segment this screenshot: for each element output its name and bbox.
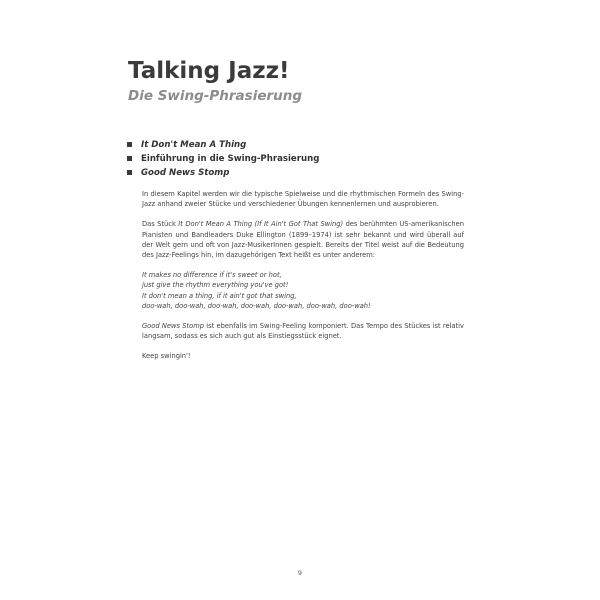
topic-item-3	[125, 166, 319, 180]
song-title: Good News Stomp	[142, 322, 204, 331]
body-text	[142, 189, 464, 372]
closing-line: Keep swingin'!	[142, 352, 191, 361]
song-title: It Don't Mean A Thing (If It Ain't Got That Swing)	[178, 220, 344, 229]
page-title: Talking Jazz!	[128, 58, 290, 84]
bullet-square-icon	[127, 170, 132, 175]
topic-item-1	[125, 138, 319, 152]
topic-item-text: Einführung in die Swing-Phrasierung	[141, 154, 320, 164]
ellington-paragraph	[142, 219, 464, 260]
lyrics-line: It makes no difference if it's sweet or hot,	[142, 271, 282, 280]
paragraph-rest: ist ebenfalls im Swing-Feeling komponiert. Das Tempo des Stückes ist relativ langsam, sodass es sich auch gut als Einstiegsstück eignet.	[142, 322, 464, 341]
intro-paragraph: In diesem Kapitel werden wir die typische Spielweise und die rhythmischen Formeln des Swing-Jazz anhand zweier Stücke und verschiedener Übungen kennenlernen und ausprobieren.	[142, 190, 464, 209]
lyrics-line: doo-wah, doo-wah, doo-wah, doo-wah, doo-wah, doo-wah, doo-wah!	[142, 301, 371, 310]
topic-list	[125, 138, 319, 180]
stomp-paragraph	[142, 321, 464, 341]
page-subtitle: Die Swing-Phrasierung	[128, 88, 303, 104]
topic-item-text: Good News Stomp	[141, 168, 230, 178]
bullet-square-icon	[127, 156, 132, 161]
lyrics-quote	[142, 270, 464, 311]
page-number: 9	[297, 569, 303, 577]
paragraph-rest: des berühmten US-amerikanischen Pianisten und Bandleaders Duke Ellington (1899–1974) ist sehr bekannt und wird überall auf der Welt gern und oft von Jazz-MusikerInnen gespielt. Bereits der Titel weist auf die Bedeutung des Jazz-Feelings hin, im dazugehörigen Text heißt es unter anderem:	[142, 220, 464, 260]
topic-item-2	[125, 152, 319, 166]
paragraph-prefix: Das Stück	[142, 220, 179, 229]
topic-item-text: It Don't Mean A Thing	[141, 140, 247, 150]
lyrics-line: just give the rhythm everything you've got!	[142, 281, 289, 290]
lyrics-line: It don't mean a thing, if it ain't got that swing,	[142, 291, 297, 300]
bullet-square-icon	[127, 142, 132, 147]
